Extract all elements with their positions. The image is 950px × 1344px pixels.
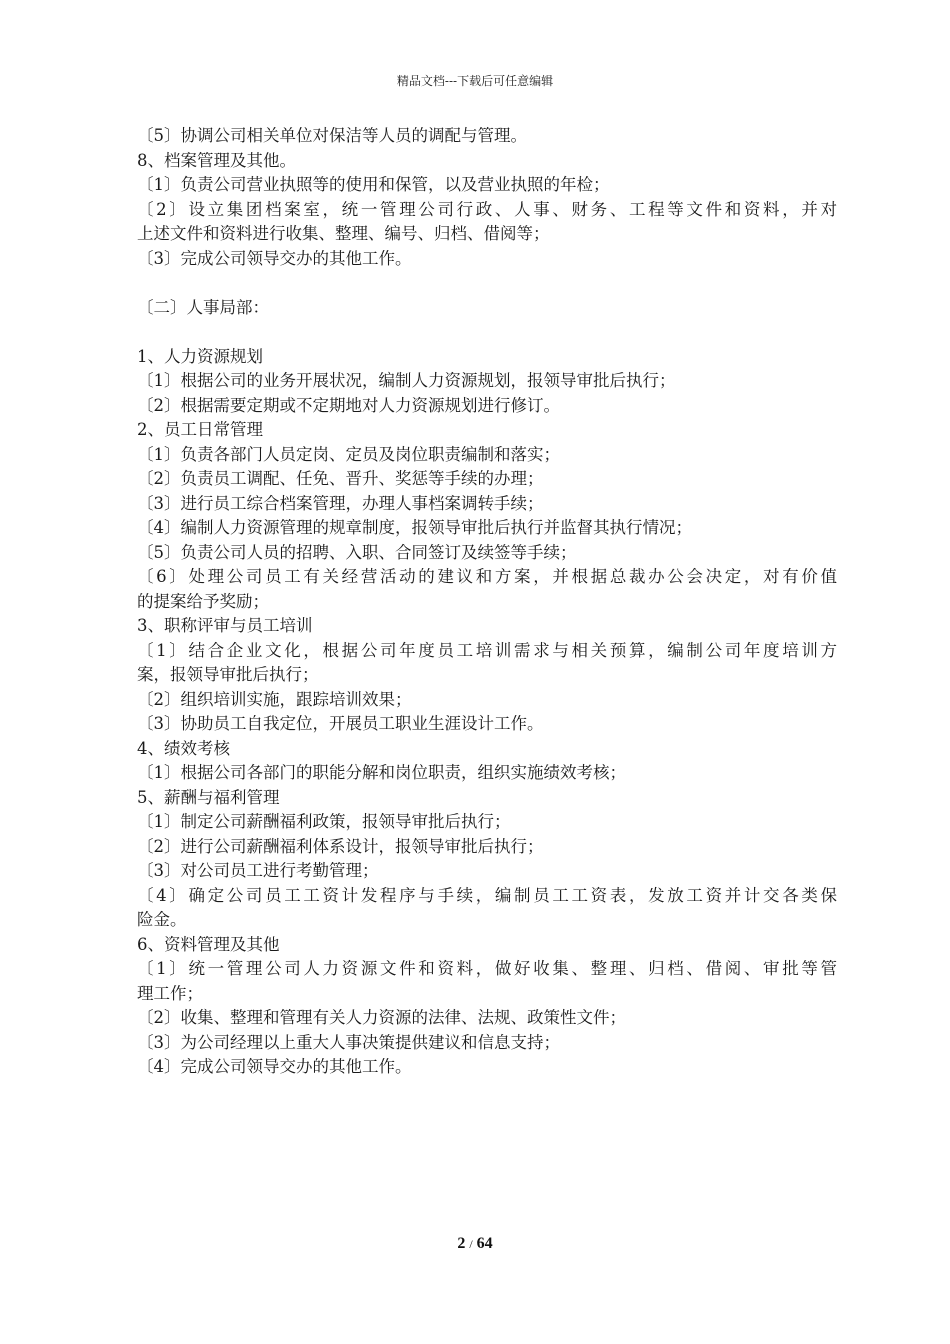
text-line: 的提案给予奖励； — [137, 591, 269, 611]
text-line: 〔4〕完成公司领导交办的其他工作。 — [137, 1057, 412, 1076]
section-heading: 1、人力资源规划 — [137, 346, 263, 366]
section-heading: 2、员工日常管理 — [137, 420, 263, 439]
text-line: 〔2〕组织培训实施，跟踪培训效果； — [137, 689, 412, 709]
text-line: 〔2〕根据需要定期或不定期地对人力资源规划进行修订。 — [137, 395, 560, 415]
text-line: 〔1〕结合企业文化，根据公司年度员工培训需求与相关预算，编制公司年度培训方 — [137, 640, 837, 660]
section-heading: 3、职称评审与员工培训 — [137, 616, 313, 635]
text-line: 〔2〕收集、整理和管理有关人力资源的法律、法规、政策性文件； — [137, 1008, 626, 1027]
text-line: 〔1〕负责公司营业执照等的使用和保管，以及营业执照的年检； — [137, 175, 610, 194]
section-heading: 4、绩效考核 — [137, 738, 230, 758]
section-heading: 6、资料管理及其他 — [137, 934, 280, 954]
text-line: 〔2〕设立集团档案室，统一管理公司行政、人事、财务、工程等文件和资料，并对 — [137, 199, 837, 219]
text-line: 上述文件和资料进行收集、整理、编号、归档、借阅等； — [137, 224, 550, 243]
text-line: 〔1〕根据公司的业务开展状况，编制人力资源规划，报领导审批后执行； — [137, 371, 676, 390]
text-line: 〔1〕负责各部门人员定岗、定员及岗位职责编制和落实； — [137, 444, 560, 464]
text-line: 险金。 — [137, 910, 187, 929]
text-line: 〔3〕完成公司领导交办的其他工作。 — [137, 248, 412, 268]
section-heading: 8、档案管理及其他。 — [137, 150, 296, 170]
text-line: 〔3〕对公司员工进行考勤管理； — [137, 861, 379, 880]
text-line: 〔1〕根据公司各部门的职能分解和岗位职责，组织实施绩效考核； — [137, 763, 626, 782]
page-separator: / — [469, 1237, 473, 1251]
page-number — [0, 1234, 950, 1254]
page-header: 精品文档---下载后可任意编辑 — [396, 74, 554, 88]
text-line: 理工作； — [137, 983, 203, 1003]
text-line: 〔3〕为公司经理以上重大人事决策提供建议和信息支持； — [137, 1032, 560, 1052]
document-body — [137, 124, 837, 1080]
text-line: 〔6〕处理公司员工有关经营活动的建议和方案，并根据总裁办公会决定，对有价值 — [137, 567, 837, 586]
text-line: 〔1〕统一管理公司人力资源文件和资料，做好收集、整理、归档、借阅、审批等管 — [137, 959, 837, 978]
text-line: 〔3〕协助员工自我定位，开展员工职业生涯设计工作。 — [137, 714, 544, 733]
text-line: 〔1〕制定公司薪酬福利政策，报领导审批后执行； — [137, 812, 511, 831]
blank-line — [137, 320, 837, 345]
text-line: 〔5〕负责公司人员的招聘、入职、合同签订及续签等手续； — [137, 542, 577, 562]
text-line: 案，报领导审批后执行； — [137, 665, 319, 684]
text-line: 〔2〕进行公司薪酬福利体系设计，报领导审批后执行； — [137, 836, 544, 856]
text-line: 〔4〕编制人力资源管理的规章制度，报领导审批后执行并监督其执行情况； — [137, 518, 692, 537]
page-current: 2 — [457, 1235, 466, 1252]
text-line: 〔4〕确定公司员工工资计发程序与手续，编制员工工资表，发放工资并计交各类保 — [137, 885, 837, 905]
blank-line — [137, 271, 837, 296]
page-total: 64 — [476, 1235, 493, 1252]
text-line: 〔5〕协调公司相关单位对保洁等人员的调配与管理。 — [137, 126, 527, 145]
section-heading: 5、薪酬与福利管理 — [137, 787, 280, 807]
text-line: 〔2〕负责员工调配、任免、晋升、奖惩等手续的办理； — [137, 469, 544, 488]
section-heading: 〔二〕人事局部： — [137, 297, 269, 317]
text-line: 〔3〕进行员工综合档案管理，办理人事档案调转手续； — [137, 493, 544, 513]
